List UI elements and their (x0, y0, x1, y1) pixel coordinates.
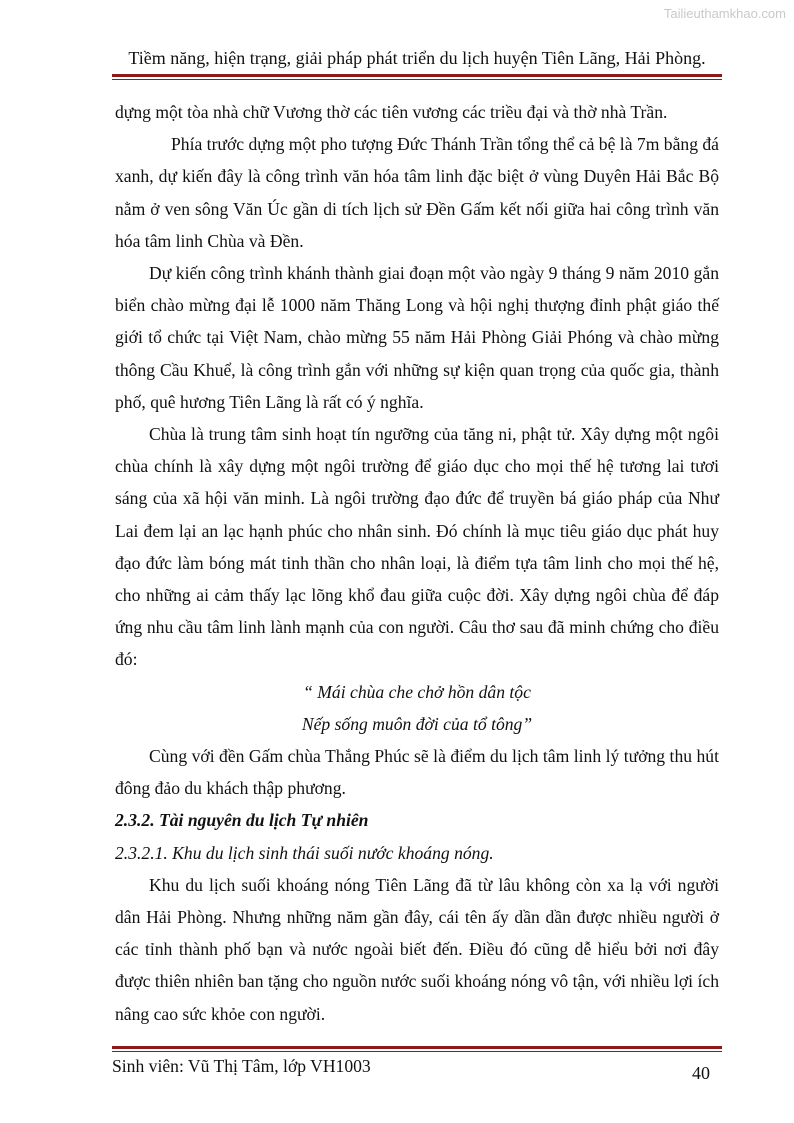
section-heading: 2.3.2. Tài nguyên du lịch Tự nhiên (115, 810, 369, 831)
paragraph-statue: Phía trước dựng một pho tượng Đức Thánh Trần tổng thể cả bệ là 7m bằng đá xanh, dự kiến đây là công trình văn hóa tâm linh đặc biệt ở vùng Duyên Hải Bắc Bộ nằm ở ven sông Văn Úc gần di tích lịch sử Đền Gấm kết nối giữa hai công trình văn hóa tâm linh Chùa và Đền. (115, 134, 719, 251)
paragraph-pagoda-role: Chùa là trung tâm sinh hoạt tín ngưỡng của tăng ni, phật tử. Xây dựng một ngôi chùa chính là xây dựng một ngôi trường để giáo dục cho mọi thế hệ tương lai tươi sáng của xã hội văn minh. Là ngôi trường đạo đức để truyền bá giáo pháp của Như Lai đem lại an lạc hạnh phúc cho nhân sinh. Đó chính là mục tiêu giáo dục phát huy đạo đức làm bóng mát tinh thần cho nhân loại, là điểm tựa tâm linh cho mọi thế hệ, cho những ai cảm thấy lạc lõng khổ đau giữa cuộc đời. Xây dựng ngôi chùa để đáp ứng nhu cầu tâm linh lành mạnh của con người. Câu thơ sau đã minh chứng cho điều đó: (115, 424, 719, 670)
subsection-heading: 2.3.2.1. Khu du lịch sinh thái suối nước khoáng nóng. (115, 842, 494, 863)
verse-line-2: Nếp sống muôn đời của tổ tông” (301, 713, 533, 734)
watermark: Tailieuthamkhao.com (663, 6, 786, 21)
paragraph-continuation: dựng một tòa nhà chữ Vương thờ các tiên vương các triều đại và thờ nhà Trần. (115, 102, 668, 122)
page-body (115, 96, 719, 1030)
paragraph-spiritual-tourism: Cùng với đền Gấm chùa Thắng Phúc sẽ là điểm du lịch tâm linh lý tưởng thu hút đông đảo du khách thập phương. (115, 746, 719, 799)
footer-student-info: Sinh viên: Vũ Thị Tâm, lớp VH1003 (112, 1056, 371, 1076)
page-header-title: Tiềm năng, hiện trạng, giải pháp phát triển du lịch huyện Tiên Lãng, Hải Phòng. (128, 48, 706, 68)
verse-line-1: “ Mái chùa che chở hồn dân tộc (303, 681, 531, 702)
paragraph-hot-spring: Khu du lịch suối khoáng nóng Tiên Lãng đã từ lâu không còn xa lạ với người dân Hải Phòng. Nhưng những năm gần đây, cái tên ấy dần dần được nhiều người ở các tỉnh thành phố bạn và nước ngoài biết đến. Điều đó cũng dễ hiểu bởi nơi đây được thiên nhiên ban tặng cho nguồn nước suối khoáng nóng vô tận, với nhiều lợi ích nâng cao sức khỏe con người. (115, 874, 719, 1024)
page-number: 40 (692, 1063, 710, 1083)
paragraph-inauguration: Dự kiến công trình khánh thành giai đoạn một vào ngày 9 tháng 9 năm 2010 gắn biển chào mừng đại lễ 1000 năm Thăng Long và hội nghị thượng đỉnh phật giáo thế giới tổ chức tại Việt Nam, chào mừng 55 năm Hải Phòng Giải Phóng và chào mừng thông Cầu Khuể, là công trình gắn với những sự kiện quan trọng của quốc gia, thành phố, quê hương Tiên Lãng là rất có ý nghĩa. (115, 263, 719, 412)
